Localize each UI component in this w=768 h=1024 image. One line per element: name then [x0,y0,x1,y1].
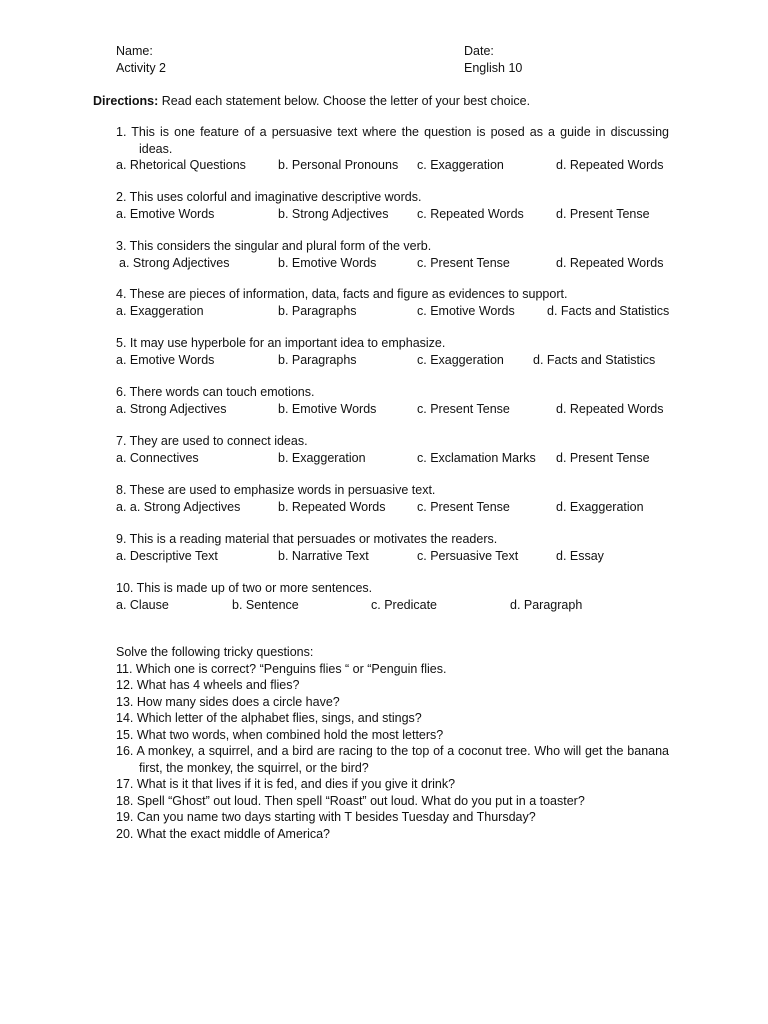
tricky-questions [116,644,669,842]
question-4 [116,286,669,320]
tricky-question-14: 14. Which letter of the alphabet flies, sings, and stings? [116,711,422,725]
question-stem: 6. There words can touch emotions. [116,385,315,399]
choice-c: c. Present Tense [417,499,510,514]
choice-d: d. Present Tense [556,206,650,221]
choice-a: a. a. Strong Adjectives [116,499,241,514]
choice-b: b. Sentence [232,597,299,612]
choice-a: a. Emotive Words [116,352,215,367]
question-2 [116,189,669,223]
choice-a: a. Rhetorical Questions [116,158,246,172]
choices-row [116,401,669,418]
choice-a: a. Connectives [116,450,199,465]
choice-c: c. Repeated Words [417,206,524,221]
question-8 [116,482,669,516]
choices-row [116,255,669,272]
directions [93,93,530,110]
choice-a-text: a. Strong Adjectives [119,255,230,270]
question-stem: 7. They are used to connect ideas. [116,434,308,448]
choice-d: d. Repeated Words [556,255,664,270]
question-stem: 10. This is made up of two or more sentences. [116,581,373,595]
directions-label: Directions: [93,94,159,108]
choice-c: c. Exclamation Marks [417,450,536,465]
question-5 [116,335,669,369]
question-9 [116,531,669,565]
choice-b: b. Paragraphs [278,303,357,318]
choice-b: b. Repeated Words [278,499,386,514]
choices-row [116,450,669,467]
choice-d: d. Repeated Words [556,158,664,172]
choice-c: c. Exaggeration [417,158,504,172]
tricky-question-20: 20. What the exact middle of America? [116,826,330,841]
tricky-question-12: 12. What has 4 wheels and flies? [116,678,300,692]
question-3 [116,238,669,272]
question-stem: 1. This is one feature of a persuasive text where the question is posed as a guide in discussing ideas. [116,125,669,156]
question-stem: 3. This considers the singular and plural form of the verb. [116,239,432,253]
choice-b: b. Narrative Text [278,548,369,563]
header-left [116,43,166,76]
choice-d: d. Present Tense [556,450,650,465]
choices-row [116,499,669,516]
choices-row [116,597,669,614]
question-stem: 9. This is a reading material that persuades or motivates the readers. [116,532,498,546]
header-right [464,43,522,76]
choice-b: b. Personal Pronouns [278,158,399,172]
choice-d: d. Essay [556,548,604,563]
choice-c: c. Exaggeration [417,352,504,367]
tricky-question-18: 18. Spell “Ghost” out loud. Then spell “Roast” out loud. What do you put in a toaster? [116,793,585,808]
choice-c: c. Present Tense [417,401,510,416]
choice-d: d. Facts and Statistics [533,352,656,367]
question-stem: 5. It may use hyperbole for an important idea to emphasize. [116,336,446,350]
choice-c: c. Persuasive Text [417,548,519,563]
question-1 [116,124,669,174]
tricky-question-13: 13. How many sides does a circle have? [116,694,340,709]
choices-row [116,157,669,174]
tricky-question-17: 17. What is it that lives if it is fed, and dies if you give it drink? [116,777,456,791]
choice-a: a. Emotive Words [116,206,215,221]
tricky-question-11: 11. Which one is correct? “Penguins flies “ or “Penguin flies. [116,661,447,676]
choices-row [116,352,669,369]
choices-row [116,206,669,223]
question-7 [116,433,669,467]
choice-c: c. Emotive Words [417,303,515,318]
subject-label: English 10 [464,60,523,75]
choices-row [116,303,669,320]
tricky-title: Solve the following tricky questions: [116,645,314,659]
tricky-question-19: 19. Can you name two days starting with T besides Tuesday and Thursday? [116,810,536,824]
choice-a: a. Strong Adjectives [116,401,227,416]
choice-b: b. Strong Adjectives [278,206,389,221]
question-stem: 2. This uses colorful and imaginative descriptive words. [116,190,422,204]
choice-a: a. Exaggeration [116,303,204,318]
choice-b: b. Exaggeration [278,450,366,465]
tricky-question-15: 15. What two words, when combined hold the most letters? [116,727,444,742]
choice-b: b. Emotive Words [278,401,377,416]
choice-d: d. Facts and Statistics [547,303,670,318]
activity-label: Activity 2 [116,60,167,75]
tricky-question-16: 16. A monkey, a squirrel, and a bird are racing to the top of a coconut tree. Who will get the banana first, the monkey, the squirrel, or the bird? [116,744,669,775]
question-10 [116,580,669,614]
choices-row [116,548,669,565]
choice-d: d. Repeated Words [556,401,664,416]
choice-a [119,255,229,272]
question-stem: 4. These are pieces of information, data, facts and figure as evidences to support. [116,287,568,301]
choice-d: d. Paragraph [510,597,583,612]
date-label: Date: [464,44,494,58]
choice-a: a. Clause [116,597,169,612]
choice-c: c. Present Tense [417,255,510,270]
choice-b: b. Paragraphs [278,352,357,367]
name-label: Name: [116,44,153,58]
choice-b: b. Emotive Words [278,255,377,270]
directions-text: Read each statement below. Choose the letter of your best choice. [158,94,531,108]
question-6 [116,384,669,418]
choice-c: c. Predicate [371,597,438,612]
choice-d: d. Exaggeration [556,499,644,514]
question-stem: 8. These are used to emphasize words in persuasive text. [116,483,436,497]
choice-a: a. Descriptive Text [116,548,218,563]
